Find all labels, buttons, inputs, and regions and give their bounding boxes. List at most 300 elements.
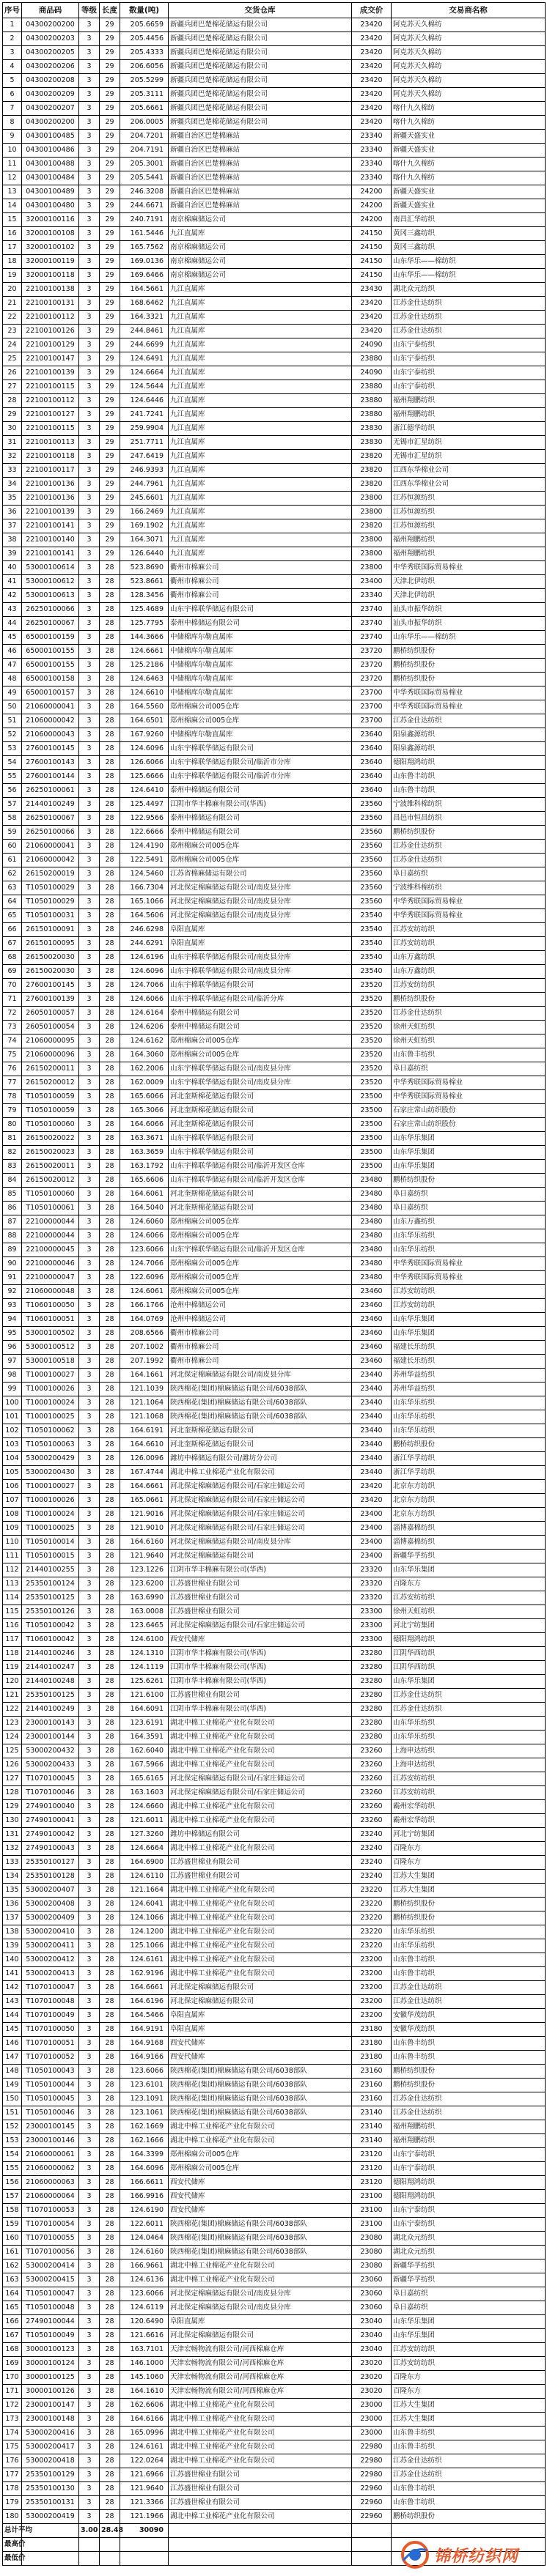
table-row [3, 311, 546, 325]
cell-price: 23480 [352, 1202, 392, 1215]
cell-index: 53 [3, 742, 22, 756]
cell-grade: 3 [79, 2148, 100, 2162]
cell-quantity: 122.9566 [120, 812, 169, 826]
cell-trader: 江苏大生集团 [392, 2399, 546, 2413]
cell-price: 23340 [352, 589, 392, 603]
cell-warehouse: 九江直属库 [169, 338, 352, 352]
cell-grade: 3 [79, 2468, 100, 2482]
cell-price: 23200 [352, 1995, 392, 2009]
table-row [3, 2023, 546, 2037]
table-row [3, 840, 546, 854]
cell-quantity: 124.0464 [120, 2232, 169, 2246]
cell-price: 23520 [352, 979, 392, 993]
cell-index: 139 [3, 1939, 22, 1953]
cell-quantity: 165.6165 [120, 1772, 169, 1786]
cell-price: 23160 [352, 2092, 392, 2106]
table-row [3, 2204, 546, 2218]
table-row [3, 881, 546, 895]
cell-index: 117 [3, 1633, 22, 1647]
cell-trader: 鹏桥纺织股份 [392, 2079, 546, 2092]
cell-grade: 3 [79, 116, 100, 130]
cell-trader: 淄博嘉棉纺织 [392, 1536, 546, 1550]
cell-grade: 3 [79, 881, 100, 895]
cell-price: 23800 [352, 492, 392, 506]
cell-grade: 3 [79, 1605, 100, 1619]
cell-code: 25350100124 [22, 1577, 79, 1591]
cell-trader: 山东华乐集团 [392, 1132, 546, 1146]
cell-grade: 3 [79, 993, 100, 1007]
cell-trader: 江阴华西纺织 [392, 1647, 546, 1661]
cell-grade: 3 [79, 2510, 100, 2524]
summary-quantity: 30090 [120, 2524, 169, 2538]
cell-index: 138 [3, 1925, 22, 1939]
cell-warehouse: 新疆兵团巴楚棉花储运有限公司 [169, 116, 352, 130]
cell-length: 28 [100, 923, 120, 937]
cell-warehouse: 河北保定棉麻储运有限公司/南皮县分库 [169, 1369, 352, 1383]
cell-price: 23340 [352, 171, 392, 185]
cell-trader: 霸州宏华纺织 [392, 1800, 546, 1814]
cell-price: 23220 [352, 1898, 392, 1911]
table-row [3, 2120, 546, 2134]
cell-length: 28 [100, 1772, 120, 1786]
cell-grade: 3 [79, 1981, 100, 1995]
cell-grade: 3 [79, 2273, 100, 2287]
cell-warehouse: 湖北中棉工业棉花产业化有限公司 [169, 1744, 352, 1758]
cell-quantity: 165.6606 [120, 1174, 169, 1188]
table-row [3, 854, 546, 867]
cell-trader: 喀什九久棉纺 [392, 102, 546, 116]
cell-length: 28 [100, 2162, 120, 2176]
cell-code: 22100100112 [22, 394, 79, 408]
cell-price: 23640 [352, 756, 392, 770]
watermark-text: 锦桥纺织网 [434, 2547, 519, 2566]
table-row [3, 436, 546, 450]
cell-index: 71 [3, 993, 22, 1007]
cell-length: 28 [100, 2329, 120, 2343]
cell-quantity: 123.6191 [120, 1717, 169, 1731]
cell-warehouse: 河北奎斯棉花储运有限公司 [169, 1118, 352, 1132]
cell-warehouse: 江阴市华丰棉麻有限公司(华西) [169, 1647, 352, 1661]
cell-index: 126 [3, 1758, 22, 1772]
cell-grade: 3 [79, 589, 100, 603]
table-row [3, 1271, 546, 1285]
cell-grade: 3 [79, 2440, 100, 2454]
cell-price: 23040 [352, 2343, 392, 2357]
table-row [3, 575, 546, 589]
cell-quantity: 204.7201 [120, 130, 169, 144]
cell-warehouse: 河北保定棉麻储运有限公司/南皮县分库 [169, 2301, 352, 2315]
cell-length: 29 [100, 255, 120, 269]
cell-code: 27490100043 [22, 1842, 79, 1856]
table-row [3, 116, 546, 130]
summary-empty [79, 2538, 100, 2552]
cell-warehouse: 阜阳直属库 [169, 2009, 352, 2023]
cell-code: 22100100126 [22, 325, 79, 338]
cell-length: 28 [100, 1062, 120, 1076]
cell-quantity: 124.6491 [120, 352, 169, 366]
cell-grade: 3 [79, 1995, 100, 2009]
cell-grade: 3 [79, 2009, 100, 2023]
cell-length: 28 [100, 1675, 120, 1689]
table-row [3, 144, 546, 158]
table-row [3, 1229, 546, 1243]
cell-price: 23560 [352, 895, 392, 909]
cell-warehouse: 河北奎斯棉花储运有限公司 [169, 1090, 352, 1104]
cell-quantity: 162.0009 [120, 1076, 169, 1090]
cell-length: 28 [100, 561, 120, 575]
cell-price: 23180 [352, 2023, 392, 2037]
table-row [3, 673, 546, 686]
cell-grade: 3 [79, 478, 100, 492]
cell-warehouse: 陕西棉花(集团)棉麻储运有限公司/6038部队 [169, 2106, 352, 2120]
cell-index: 4 [3, 60, 22, 74]
cell-grade: 3 [79, 1856, 100, 1870]
cell-warehouse: 西安代储库 [169, 2037, 352, 2051]
cell-price: 23000 [352, 2413, 392, 2427]
cell-length: 28 [100, 1494, 120, 1508]
cell-index: 97 [3, 1355, 22, 1369]
cell-grade: 3 [79, 1215, 100, 1229]
cell-index: 23 [3, 325, 22, 338]
cell-index: 30 [3, 422, 22, 436]
cell-length: 28 [100, 645, 120, 659]
cell-grade: 3 [79, 1577, 100, 1591]
table-row [3, 88, 546, 102]
cell-price: 23700 [352, 700, 392, 714]
cell-code: 21060000041 [22, 840, 79, 854]
cell-quantity: 164.3060 [120, 1048, 169, 1062]
cell-quantity: 163.3671 [120, 1132, 169, 1146]
cell-price: 23280 [352, 1689, 392, 1703]
cell-code: 53000200409 [22, 1911, 79, 1925]
cell-warehouse: 河北奎斯棉花储运有限公司 [169, 1424, 352, 1438]
cell-length: 28 [100, 1285, 120, 1299]
cell-trader: 鹏桥纺织股份 [392, 1898, 546, 1911]
cell-length: 28 [100, 673, 120, 686]
cell-length: 28 [100, 1731, 120, 1744]
cell-warehouse: 湖北中棉工业棉花产业化有限公司 [169, 1800, 352, 1814]
cell-index: 170 [3, 2371, 22, 2385]
cell-warehouse: 河北保定棉麻储运有限公司 [169, 1981, 352, 1995]
cell-quantity: 246.3208 [120, 185, 169, 199]
cell-trader: 福州翔鹏纺织 [392, 408, 546, 422]
cell-length: 28 [100, 2190, 120, 2204]
cell-code: 25350100130 [22, 2482, 79, 2496]
cell-trader: 山东鲁丰纺织 [392, 1953, 546, 1967]
cell-index: 72 [3, 1007, 22, 1021]
table-row [3, 784, 546, 798]
cell-price: 23440 [352, 1438, 392, 1452]
cell-code: 22100100138 [22, 283, 79, 297]
cell-code: 21060000048 [22, 1285, 79, 1299]
table-row [3, 770, 546, 784]
summary-empty [352, 2538, 392, 2552]
cell-quantity: 121.6616 [120, 2329, 169, 2343]
cell-index: 123 [3, 1717, 22, 1731]
cell-price: 23480 [352, 1229, 392, 1243]
cell-grade: 3 [79, 2371, 100, 2385]
cell-code: 65000100155 [22, 659, 79, 673]
cell-index: 64 [3, 895, 22, 909]
summary-empty [169, 2552, 352, 2566]
cell-price: 23000 [352, 2427, 392, 2440]
cell-length: 29 [100, 158, 120, 171]
cell-length: 28 [100, 756, 120, 770]
cell-warehouse: 中储棉库尔勒直属库 [169, 645, 352, 659]
cell-index: 65 [3, 909, 22, 923]
table-row [3, 2440, 546, 2454]
cell-price: 23140 [352, 2134, 392, 2148]
cell-warehouse: 新疆自治区巴楚棉麻站 [169, 158, 352, 171]
table-row [3, 1550, 546, 1563]
cell-trader: 德阳翔鸿纺织 [392, 1633, 546, 1647]
cell-quantity: 124.5460 [120, 867, 169, 881]
cell-price: 23140 [352, 2120, 392, 2134]
cell-price: 23320 [352, 1591, 392, 1605]
cell-price: 23520 [352, 1035, 392, 1048]
table-row [3, 1647, 546, 1661]
cell-price: 24200 [352, 199, 392, 213]
cell-grade: 3 [79, 1522, 100, 1536]
cell-length: 28 [100, 1953, 120, 1967]
cell-grade: 3 [79, 2190, 100, 2204]
cell-warehouse: 湖北中棉工业棉花产业化有限公司 [169, 2454, 352, 2468]
cell-length: 28 [100, 1174, 120, 1188]
cell-warehouse: 陕西棉花(集团)棉麻储运有限公司/6038部队 [169, 2092, 352, 2106]
cell-quantity: 124.6446 [120, 394, 169, 408]
cell-length: 28 [100, 2399, 120, 2413]
cell-length: 29 [100, 46, 120, 60]
cell-quantity: 164.6096 [120, 2162, 169, 2176]
cell-grade: 3 [79, 1911, 100, 1925]
cell-warehouse: 南京棉麻储运公司 [169, 269, 352, 283]
cell-warehouse: 中储棉库尔勒直属库 [169, 659, 352, 673]
cell-length: 28 [100, 1703, 120, 1717]
table-row [3, 1995, 546, 2009]
cell-index: 163 [3, 2273, 22, 2287]
cell-grade: 3 [79, 2134, 100, 2148]
cell-price: 23820 [352, 464, 392, 478]
header-code: 商品码 [22, 3, 79, 18]
cell-warehouse: 九江直属库 [169, 352, 352, 366]
cell-trader: 江阴华西纺织 [392, 1661, 546, 1675]
cell-grade: 3 [79, 1188, 100, 1202]
cell-warehouse: 新疆自治区巴楚棉麻站 [169, 199, 352, 213]
cell-price: 23400 [352, 1536, 392, 1550]
cell-trader: 昌邑市恒昌纺织 [392, 812, 546, 826]
cell-index: 131 [3, 1828, 22, 1842]
cell-trader: 百隆东方 [392, 1842, 546, 1856]
cell-length: 28 [100, 1452, 120, 1466]
cell-trader: 黄冈三鑫纺织 [392, 241, 546, 255]
cell-index: 12 [3, 171, 22, 185]
cell-grade: 3 [79, 1341, 100, 1355]
cell-length: 29 [100, 227, 120, 241]
cell-grade: 3 [79, 171, 100, 185]
cell-warehouse: 江阴市华丰棉麻有限公司(华西) [169, 1703, 352, 1717]
cell-length: 28 [100, 1633, 120, 1647]
cell-price: 23180 [352, 2051, 392, 2065]
cell-price: 23340 [352, 130, 392, 144]
cell-code: 26150200011 [22, 1062, 79, 1076]
cell-quantity: 164.5606 [120, 909, 169, 923]
table-row [3, 2190, 546, 2204]
cell-code: 26150020022 [22, 1132, 79, 1146]
cell-length: 28 [100, 1870, 120, 1884]
cell-price: 23460 [352, 1327, 392, 1341]
cell-index: 77 [3, 1076, 22, 1090]
table-row [3, 2176, 546, 2190]
cell-trader: 山东鲁丰纺织 [392, 1967, 546, 1981]
cell-quantity: 244.6671 [120, 199, 169, 213]
header-grade: 等级 [79, 3, 100, 18]
cell-index: 75 [3, 1048, 22, 1062]
cell-warehouse: 河北保定棉麻储运有限公司 [169, 1995, 352, 2009]
cell-index: 154 [3, 2148, 22, 2162]
cell-grade: 3 [79, 1786, 100, 1800]
cell-quantity: 144.3666 [120, 631, 169, 645]
cell-quantity: 164.3071 [120, 533, 169, 547]
cell-warehouse: 新疆自治区巴楚棉麻站 [169, 144, 352, 158]
cell-quantity: 164.6661 [120, 1981, 169, 1995]
cell-trader: 无锡市汇星纺织 [392, 436, 546, 450]
cell-warehouse: 江苏盛世棉业有限公司 [169, 1577, 352, 1591]
summary-grade: 3.00 [79, 2524, 100, 2538]
cell-grade: 3 [79, 144, 100, 158]
cell-warehouse: 江阴市华丰棉麻有限公司(华西) [169, 798, 352, 812]
cell-price: 23060 [352, 2301, 392, 2315]
cell-warehouse: 九江直属库 [169, 436, 352, 450]
cell-trader: 浙江华孚纺织 [392, 1452, 546, 1466]
table-row [3, 506, 546, 519]
cell-quantity: 162.9196 [120, 1967, 169, 1981]
cell-index: 85 [3, 1188, 22, 1202]
cell-grade: 3 [79, 32, 100, 46]
cell-length: 28 [100, 1828, 120, 1842]
cell-warehouse: 湖北中棉工业棉花产业化有限公司 [169, 2413, 352, 2427]
cell-grade: 3 [79, 1007, 100, 1021]
cell-index: 42 [3, 589, 22, 603]
cell-index: 76 [3, 1062, 22, 1076]
table-row [3, 46, 546, 60]
table-row [3, 74, 546, 88]
cell-grade: 3 [79, 436, 100, 450]
cell-warehouse: 湖北中棉工业棉花产业化有限公司 [169, 2440, 352, 2454]
cell-code: 21060000064 [22, 2190, 79, 2204]
cell-warehouse: 新疆自治区巴楚棉麻站 [169, 130, 352, 144]
cell-price: 23300 [352, 1619, 392, 1633]
cell-price: 23420 [352, 18, 392, 32]
cell-trader: 淄博嘉棉纺织 [392, 1522, 546, 1536]
site-watermark [400, 2538, 540, 2572]
cell-price: 23720 [352, 659, 392, 673]
cell-price: 23220 [352, 1911, 392, 1925]
cell-grade: 3 [79, 1021, 100, 1035]
cell-code: T1050100048 [22, 2301, 79, 2315]
deal-table [2, 2, 546, 2566]
cell-length: 28 [100, 1229, 120, 1243]
cell-index: 129 [3, 1800, 22, 1814]
cell-length: 28 [100, 1146, 120, 1160]
cell-warehouse: 郑州棉麻公司005仓库 [169, 2162, 352, 2176]
cell-grade: 3 [79, 2454, 100, 2468]
cell-quantity: 164.6061 [120, 1188, 169, 1202]
cell-trader: 山东华乐纺织 [392, 1925, 546, 1939]
cell-price: 23260 [352, 1786, 392, 1800]
cell-trader: 石家庄常山纺织股份 [392, 1118, 546, 1132]
cell-code: 65000100159 [22, 631, 79, 645]
cell-trader: 江苏安纺纺织 [392, 2343, 546, 2357]
cell-quantity: 164.6091 [120, 1703, 169, 1717]
cell-index: 45 [3, 631, 22, 645]
cell-price: 23640 [352, 784, 392, 798]
cell-index: 13 [3, 185, 22, 199]
cell-trader: 百隆东方 [392, 2385, 546, 2399]
table-row [3, 798, 546, 812]
cell-index: 118 [3, 1647, 22, 1661]
cell-trader: 山东华乐集团 [392, 1675, 546, 1689]
cell-index: 98 [3, 1369, 22, 1383]
cell-warehouse: 湖北中棉工业棉花产业化有限公司 [169, 2273, 352, 2287]
cell-length: 28 [100, 1884, 120, 1898]
cell-index: 146 [3, 2037, 22, 2051]
cell-price: 23400 [352, 1550, 392, 1563]
brand-logo-icon [400, 2540, 430, 2569]
cell-price: 23400 [352, 575, 392, 589]
table-row [3, 408, 546, 422]
cell-index: 130 [3, 1814, 22, 1828]
cell-code: 25350100128 [22, 1870, 79, 1884]
cell-grade: 3 [79, 1090, 100, 1104]
cell-quantity: 204.7191 [120, 144, 169, 158]
cell-price: 23420 [352, 60, 392, 74]
cell-quantity: 165.0996 [120, 2427, 169, 2440]
cell-warehouse: 江阴市华丰棉麻有限公司(华西) [169, 1661, 352, 1675]
cell-warehouse: 湖北中棉工业棉花产业化有限公司 [169, 1911, 352, 1925]
cell-index: 63 [3, 881, 22, 895]
cell-quantity: 166.1766 [120, 1299, 169, 1313]
cell-grade: 3 [79, 2427, 100, 2440]
cell-trader: 上海申达纺织 [392, 1758, 546, 1772]
cell-grade: 3 [79, 519, 100, 533]
cell-index: 180 [3, 2510, 22, 2524]
table-row [3, 1007, 546, 1021]
cell-trader: 山东鲁丰纺织 [392, 2482, 546, 2496]
cell-trader: 百隆东方 [392, 1577, 546, 1591]
table-row [3, 2315, 546, 2329]
cell-price: 22960 [352, 2496, 392, 2510]
cell-grade: 3 [79, 1619, 100, 1633]
cell-price: 23320 [352, 1563, 392, 1577]
cell-quantity: 163.1792 [120, 1160, 169, 1174]
cell-trader: 宁波维科棉纺织 [392, 798, 546, 812]
table-row [3, 2496, 546, 2510]
cell-grade: 3 [79, 366, 100, 380]
table-row [3, 297, 546, 311]
cell-quantity: 123.1091 [120, 2092, 169, 2106]
cell-warehouse: 新疆自治区巴楚棉麻站 [169, 185, 352, 199]
table-row [3, 1619, 546, 1633]
cell-length: 29 [100, 533, 120, 547]
cell-code: 26150020012 [22, 1174, 79, 1188]
cell-price: 24150 [352, 241, 392, 255]
cell-grade: 3 [79, 1285, 100, 1299]
cell-code: 25350100126 [22, 1605, 79, 1619]
cell-grade: 3 [79, 158, 100, 171]
cell-index: 149 [3, 2079, 22, 2092]
cell-trader: 阳泉鑫源纺织 [392, 728, 546, 742]
cell-length: 29 [100, 32, 120, 46]
